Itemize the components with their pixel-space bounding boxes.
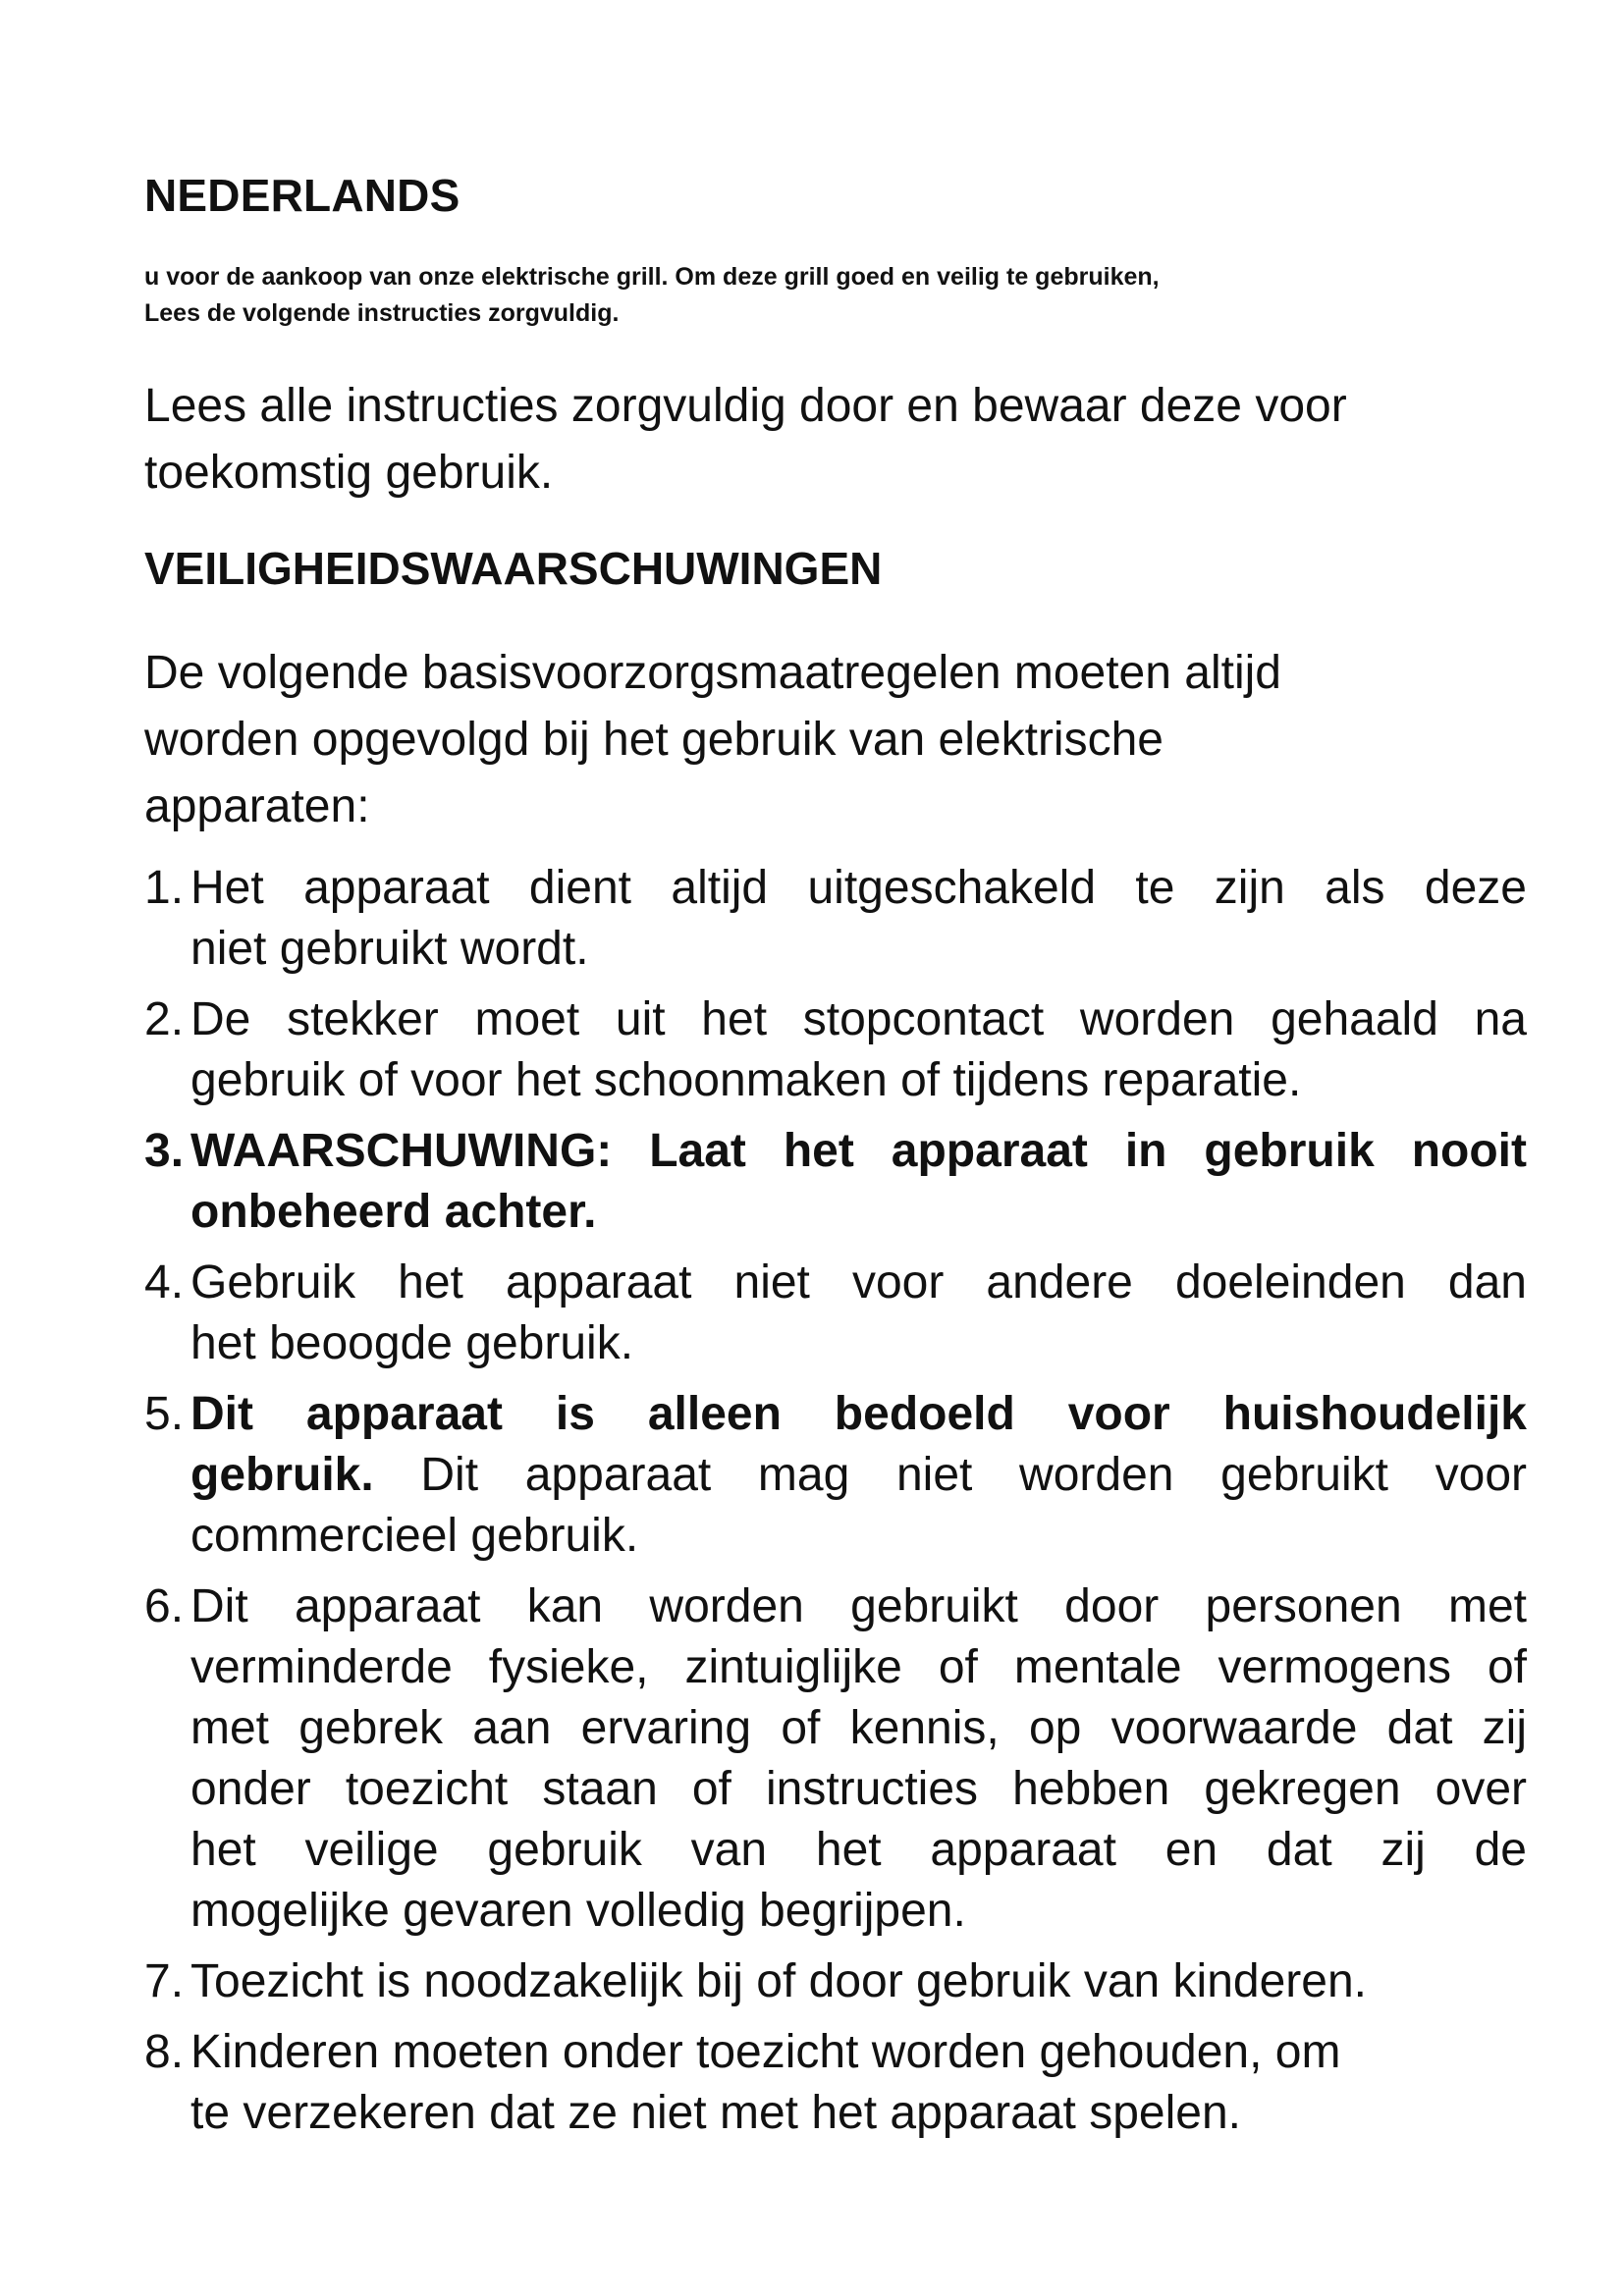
item-line: onbeheerd achter. xyxy=(190,1186,597,1238)
paragraph-line: toekomstig gebruik. xyxy=(144,447,554,499)
warnings-list xyxy=(144,858,1527,2154)
item-text xyxy=(190,1576,1527,1942)
item-text xyxy=(190,2022,1519,2144)
item-line: het beoogde gebruik. xyxy=(190,1317,634,1369)
item-text xyxy=(190,989,1527,1111)
item-text xyxy=(190,858,1527,980)
warning-item-5 xyxy=(144,1384,1527,1567)
item-line: Dit apparaat is alleen bedoeld voor huishoudelijk xyxy=(190,1388,1527,1440)
item-line: Het apparaat dient altijd uitgeschakeld te zijn als deze xyxy=(190,862,1527,914)
warning-item-3 xyxy=(144,1121,1527,1243)
intro-paragraph xyxy=(144,259,1519,332)
item-line: Toezicht is noodzakelijk bij of door gebruik van kinderen. xyxy=(190,1955,1368,2007)
paragraph-line: worden opgevolgd bij het gebruik van elektrische xyxy=(144,714,1164,766)
safety-warnings-heading: VEILIGHEIDSWAARSCHUWINGEN xyxy=(144,543,883,594)
item-number: 5. xyxy=(144,1388,185,1440)
paragraph-line: De volgende basisvoorzorgsmaatregelen moeten altijd xyxy=(144,647,1281,699)
item-number: 7. xyxy=(144,1955,185,2007)
item-number: 1. xyxy=(144,862,185,914)
plain-fragment: Dit apparaat mag niet worden gebruikt voor xyxy=(373,1449,1527,1501)
item-line: gebruik of voor het schoonmaken of tijdens reparatie. xyxy=(190,1054,1302,1106)
item-text xyxy=(190,1951,1519,2012)
paragraph-line: Lees alle instructies zorgvuldig door en bewaar deze voor xyxy=(144,380,1347,432)
paragraph-line: apparaten: xyxy=(144,780,370,832)
item-line: commercieel gebruik. xyxy=(190,1510,639,1562)
item-line: Gebruik het apparaat niet voor andere doeleinden dan xyxy=(190,1256,1527,1308)
item-line: te verzekeren dat ze niet met het apparaat spelen. xyxy=(190,2087,1241,2139)
item-line: WAARSCHUWING: Laat het apparaat in gebruik nooit xyxy=(190,1125,1527,1177)
item-line xyxy=(190,1445,1527,1506)
read-instructions-paragraph xyxy=(144,373,1519,507)
item-line: Kinderen moeten onder toezicht worden gehouden, om xyxy=(190,2026,1341,2078)
warning-item-2 xyxy=(144,989,1527,1111)
item-line: niet gebruikt wordt. xyxy=(190,923,589,975)
item-number: 3. xyxy=(144,1125,185,1177)
language-heading: NEDERLANDS xyxy=(144,170,460,221)
item-line: verminderde fysieke, zintuiglijke of mentale vermogens of xyxy=(190,1641,1527,1693)
bold-fragment: gebruik. xyxy=(190,1449,374,1501)
intro-line: u voor de aankoop van onze elektrische grill. Om deze grill goed en veilig te gebruiken, xyxy=(144,263,1160,291)
warning-item-1 xyxy=(144,858,1527,980)
warning-item-7 xyxy=(144,1951,1519,2012)
warning-item-4 xyxy=(144,1253,1527,1374)
item-text xyxy=(190,1253,1527,1374)
item-line: De stekker moet uit het stopcontact worden gehaald na xyxy=(190,993,1527,1045)
item-line: met gebrek aan ervaring of kennis, op voorwaarde dat zij xyxy=(190,1702,1527,1754)
item-text xyxy=(190,1121,1527,1243)
intro-line: Lees de volgende instructies zorgvuldig. xyxy=(144,299,620,327)
item-number: 2. xyxy=(144,993,185,1045)
warning-item-6 xyxy=(144,1576,1527,1942)
item-number: 6. xyxy=(144,1580,185,1632)
item-line: onder toezicht staan of instructies hebben gekregen over xyxy=(190,1763,1527,1815)
item-text xyxy=(190,1384,1527,1567)
item-line: mogelijke gevaren volledig begrijpen. xyxy=(190,1885,966,1937)
item-number: 4. xyxy=(144,1256,185,1308)
warning-item-8 xyxy=(144,2022,1519,2144)
item-line: Dit apparaat kan worden gebruikt door personen met xyxy=(190,1580,1527,1632)
item-number: 8. xyxy=(144,2026,185,2078)
basic-precautions-paragraph xyxy=(144,640,1519,840)
item-line: het veilige gebruik van het apparaat en dat zij de xyxy=(190,1824,1527,1876)
